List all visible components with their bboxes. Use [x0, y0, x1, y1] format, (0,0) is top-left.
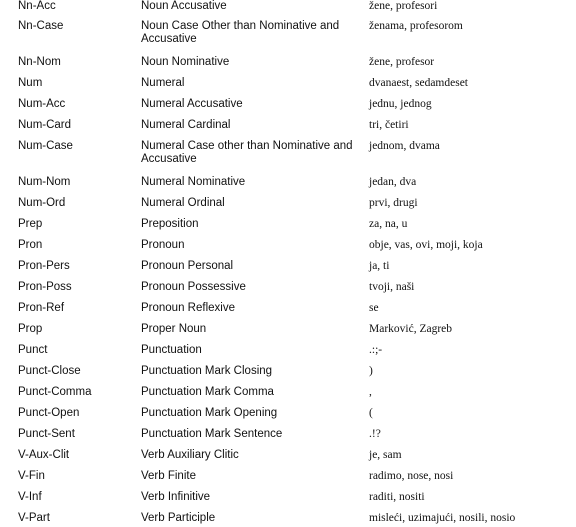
tag-cell: Num-Acc: [18, 98, 66, 110]
example-cell: obje, vas, ovi, moji, koja: [369, 239, 483, 251]
description-cell: Verb Infinitive: [141, 491, 211, 503]
description-cell: Pronoun: [141, 239, 185, 251]
description-cell: Proper Noun: [141, 323, 207, 335]
example-cell: raditi, nositi: [369, 491, 425, 503]
example-cell: za, na, u: [369, 218, 408, 230]
description-cell: Punctuation Mark Sentence: [141, 428, 283, 440]
tag-cell: Num-Nom: [18, 176, 71, 188]
tag-cell: Prop: [18, 323, 43, 335]
description-cell: Punctuation Mark Opening: [141, 407, 278, 419]
example-cell: dvanaest, sedamdeset: [369, 77, 468, 89]
description-cell: Pronoun Possessive: [141, 281, 246, 293]
tag-cell: V-Inf: [18, 491, 42, 503]
tag-cell: Punct-Open: [18, 407, 80, 419]
example-cell: radimo, nose, nosi: [369, 470, 454, 482]
example-cell: je, sam: [369, 449, 402, 461]
description-cell: Verb Finite: [141, 470, 196, 482]
tag-cell: Nn-Nom: [18, 56, 61, 68]
description-cell: Punctuation Mark Closing: [141, 365, 273, 377]
description-cell: Verb Participle: [141, 512, 216, 524]
tag-cell: Num: [18, 77, 43, 89]
description-cell: Preposition: [141, 218, 199, 230]
tag-cell: Nn-Case: [18, 20, 64, 32]
tag-cell: Nn-Acc: [18, 0, 56, 12]
description-cell: Pronoun Personal: [141, 260, 234, 272]
tag-cell: Pron-Pers: [18, 260, 70, 272]
description-cell: Numeral Nominative: [141, 176, 246, 188]
tag-cell: Num-Ord: [18, 197, 66, 209]
example-cell: ženama, profesorom: [369, 20, 463, 32]
example-cell: žene, profesor: [369, 56, 435, 68]
example-cell: ,: [369, 386, 372, 398]
description-cell: Numeral Cardinal: [141, 119, 231, 131]
example-cell: jednu, jednog: [369, 98, 432, 110]
example-cell: tvoji, naši: [369, 281, 415, 293]
example-cell: jedan, dva: [369, 176, 417, 188]
description-cell: Numeral: [141, 77, 185, 89]
tag-cell: Punct: [18, 344, 48, 356]
tag-cell: V-Part: [18, 512, 50, 524]
example-cell: ja, ti: [369, 260, 390, 272]
example-cell: .:;-: [369, 344, 383, 356]
tag-cell: Num-Case: [18, 140, 73, 152]
example-cell: (: [369, 407, 373, 419]
description-cell: Noun Case Other than Nominative and Accusative: [141, 20, 340, 45]
description-cell: Numeral Accusative: [141, 98, 243, 110]
example-cell: prvi, drugi: [369, 197, 418, 209]
example-cell: Marković, Zagreb: [369, 323, 453, 335]
tag-cell: Pron-Poss: [18, 281, 72, 293]
description-cell: Verb Auxiliary Clitic: [141, 449, 239, 461]
example-cell: tri, četiri: [369, 119, 409, 131]
example-cell: misleći, uzimajući, nosili, nosio: [369, 512, 516, 524]
description-cell: Noun Accusative: [141, 0, 227, 12]
tag-cell: Num-Card: [18, 119, 72, 131]
description-cell: Punctuation Mark Comma: [141, 386, 274, 398]
tag-cell: Punct-Comma: [18, 386, 92, 398]
description-cell: Pronoun Reflexive: [141, 302, 235, 314]
example-cell: se: [369, 302, 379, 314]
tag-cell: Punct-Close: [18, 365, 81, 377]
example-cell: jednom, dvama: [369, 140, 440, 152]
tag-cell: Prep: [18, 218, 43, 230]
tag-cell: Pron: [18, 239, 43, 251]
example-cell: .!?: [369, 428, 381, 440]
tag-cell: Punct-Sent: [18, 428, 75, 440]
tag-cell: V-Aux-Clit: [18, 449, 70, 461]
example-cell: ): [369, 365, 373, 377]
description-cell: Noun Nominative: [141, 56, 230, 68]
description-cell: Punctuation: [141, 344, 202, 356]
description-cell: Numeral Case other than Nominative and Accusative: [141, 140, 353, 165]
tag-cell: V-Fin: [18, 470, 45, 482]
description-cell: Numeral Ordinal: [141, 197, 225, 209]
tag-cell: Pron-Ref: [18, 302, 65, 314]
example-cell: žene, profesori: [369, 0, 438, 12]
